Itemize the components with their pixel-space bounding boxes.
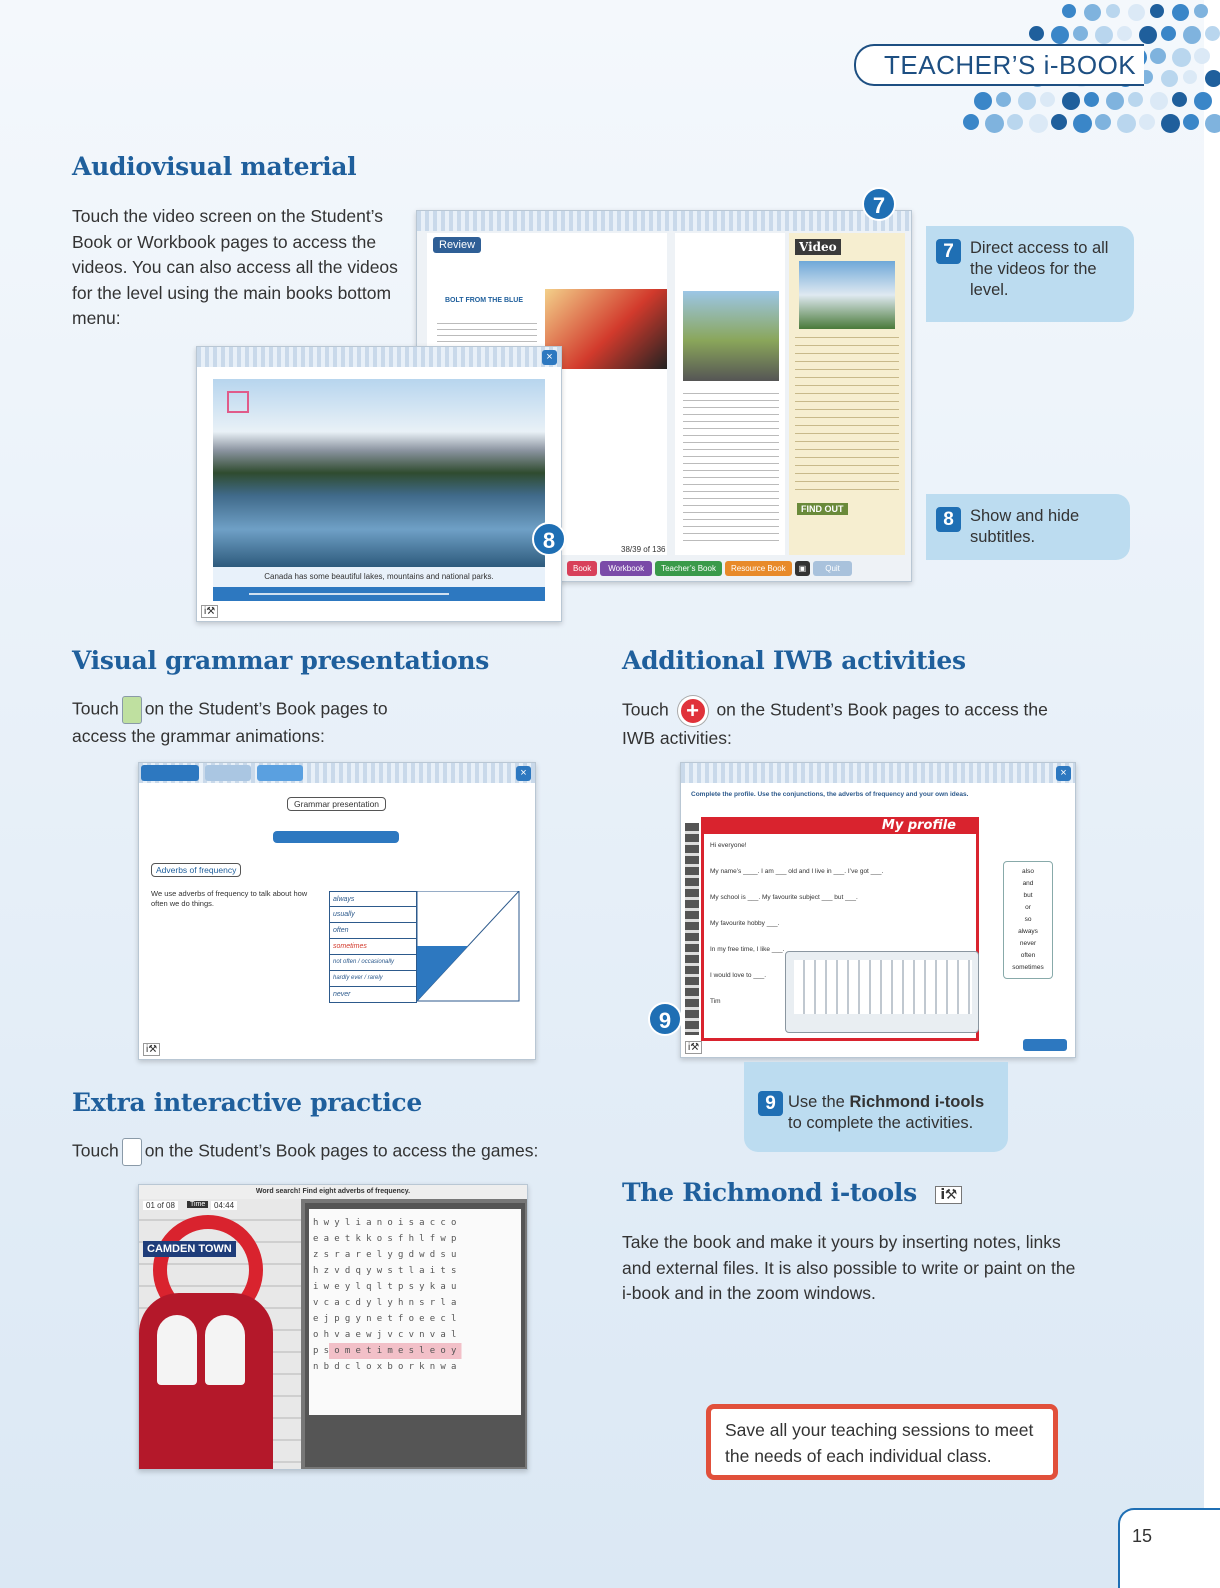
page-edge — [1204, 0, 1220, 1588]
header-dot — [1139, 114, 1155, 130]
iwb-toolbar — [681, 763, 1075, 783]
word-bank-item[interactable]: and — [1022, 880, 1034, 887]
header-dot — [1106, 4, 1120, 18]
section-title-audiovisual: Audiovisual material — [72, 152, 357, 181]
header-dot — [996, 92, 1011, 107]
callout-7-text: Direct access to all the videos for the level. — [970, 239, 1109, 299]
video-progress-track[interactable] — [249, 593, 449, 595]
header-dot — [1183, 114, 1199, 130]
keyboard-keys[interactable] — [794, 960, 972, 1014]
i-tools-icon[interactable]: i⚒ — [685, 1041, 702, 1054]
word-bank-item[interactable]: also — [1022, 868, 1034, 875]
book-middle-page — [675, 233, 785, 555]
adverb-item: not often / occasionally — [329, 955, 417, 971]
word-bank — [1003, 861, 1053, 979]
header-dot — [1161, 114, 1180, 133]
header-dot — [985, 114, 1004, 133]
header-dot — [1095, 26, 1113, 44]
profile-signoff: Tim — [710, 998, 721, 1005]
word-bank-item[interactable]: always — [1018, 928, 1038, 935]
train-window — [205, 1315, 245, 1385]
header-dot — [1128, 92, 1143, 107]
header-dot — [1150, 92, 1168, 110]
marker-9: 9 — [648, 1002, 682, 1036]
i-tools-icon[interactable]: i⚒ — [201, 605, 218, 618]
book-bottom-menu — [567, 561, 852, 576]
grid-row[interactable]: ejpgynetfoeecl — [313, 1314, 462, 1324]
grid-row[interactable]: eaetkkosfhlfwp — [313, 1234, 462, 1244]
header-dot — [1205, 114, 1220, 133]
grammar-panel-label: Adverbs of frequency — [151, 863, 241, 877]
itools-text: Take the book and make it yours by inserting notes, links and external files. It is also possible to write or paint on the i-book and in the zoom windows. — [622, 1232, 1076, 1303]
header-dot — [1128, 4, 1145, 21]
profile-line: My favourite hobby ___. — [710, 920, 780, 927]
header-dot — [1194, 4, 1208, 18]
header-dot — [1172, 92, 1187, 107]
section-title-extra: Extra interactive practice — [72, 1088, 422, 1117]
grammar-tab-1[interactable] — [205, 765, 251, 781]
book-toolbar — [417, 211, 911, 231]
header-dot — [1172, 4, 1189, 21]
word-bank-item[interactable]: so — [1024, 916, 1032, 923]
header-dot — [1150, 48, 1166, 64]
profile-line: I would love to ___. — [710, 972, 767, 979]
page-counter: 38/39 of 136 — [621, 545, 666, 554]
marker-8: 8 — [532, 522, 566, 556]
grammar-text — [72, 696, 432, 750]
header-dot — [1084, 92, 1099, 107]
close-icon[interactable]: × — [542, 350, 557, 365]
menu-resource-book[interactable]: Resource Book — [725, 561, 792, 576]
profile-line: In my free time, I like ___. — [710, 946, 785, 953]
header-dot — [1161, 70, 1178, 87]
header-dot — [1183, 26, 1201, 44]
close-icon[interactable]: × — [1056, 766, 1071, 781]
header-dot — [1150, 4, 1164, 18]
marker-7: 7 — [862, 187, 896, 221]
itools-title-text: The Richmond i-tools — [622, 1178, 917, 1207]
iwb-text — [622, 696, 1072, 752]
grid-row-highlight[interactable]: psometimesleoy — [313, 1343, 511, 1359]
profile-line: My school is ___. My favourite subject ___ but ___. — [710, 894, 858, 901]
menu-quit[interactable]: Quit — [813, 561, 852, 576]
callout-8-text: Show and hide subtitles. — [970, 507, 1080, 546]
grid-row[interactable]: vcacdylyhnsrla — [313, 1298, 462, 1308]
header-dot — [1051, 26, 1069, 44]
grid-row[interactable]: nbdcloxborknwa — [313, 1362, 462, 1372]
grid-row[interactable]: hwylianoisacco — [313, 1218, 462, 1228]
adverb-list — [329, 891, 417, 1003]
callout-9-text-bold: Richmond i-tools — [849, 1093, 985, 1111]
page-number: 15 — [1118, 1508, 1220, 1588]
header-dot — [1161, 26, 1176, 41]
callout-9-text-a: Use the — [788, 1093, 850, 1111]
grid-row[interactable]: iweylqltpsykau — [313, 1282, 462, 1292]
audiovisual-text: Touch the video screen on the Student’s Book or Workbook pages to access the videos. You can also access all the videos for the level using the main books bottom menu: — [72, 206, 398, 328]
book-right-page — [789, 233, 905, 555]
section-title-grammar: Visual grammar presentations — [72, 646, 489, 675]
game-touch-icon — [122, 1138, 142, 1166]
header-dot — [1062, 92, 1080, 110]
header-dot — [1095, 114, 1111, 130]
word-bank-item[interactable]: often — [1020, 952, 1036, 959]
review-tab: Review — [433, 237, 481, 253]
header-dot — [1205, 26, 1220, 41]
callout-7 — [926, 226, 1134, 322]
callout-9 — [744, 1062, 1008, 1152]
runners-photo — [683, 291, 779, 381]
iwb-text-touch: Touch — [622, 699, 669, 720]
i-tools-sidebar[interactable] — [685, 823, 699, 1035]
time-value: 04:44 — [211, 1201, 237, 1210]
header-dot — [1183, 70, 1197, 84]
video-player-screenshot[interactable] — [196, 346, 562, 622]
header-dot — [1007, 114, 1023, 130]
grammar-nav-buttons[interactable] — [141, 765, 199, 781]
header-dot — [1139, 26, 1157, 44]
iwb-instruction: Complete the profile. Use the conjunctions, the adverbs of frequency and your own ideas. — [691, 791, 969, 798]
menu-workbook[interactable]: Workbook — [600, 561, 652, 576]
tube-train — [139, 1293, 273, 1470]
callout-7-number: 7 — [936, 239, 961, 264]
callout-9-number: 9 — [758, 1091, 783, 1116]
frequency-triangle-diagram — [417, 891, 521, 1003]
extra-text-rest: on the Student’s Book pages to access the games: — [144, 1140, 539, 1161]
save-note-box: Save all your teaching sessions to meet the needs of each individual class. — [706, 1404, 1058, 1480]
header-dot — [963, 114, 979, 130]
header-dot — [1018, 92, 1036, 110]
video-thumbnail[interactable] — [799, 261, 895, 329]
i-tools-icon[interactable]: i⚒ — [143, 1043, 160, 1056]
restart-button[interactable] — [1023, 1039, 1067, 1051]
close-icon[interactable]: × — [516, 766, 531, 781]
profile-line: Hi everyone! — [710, 842, 747, 849]
station-name: CAMDEN TOWN — [143, 1241, 236, 1257]
menu-teachers-book[interactable]: Teacher’s Book — [655, 561, 722, 576]
grid-row[interactable]: ohvaewjvcvnval — [313, 1330, 462, 1340]
profile-title: My profile — [881, 818, 956, 833]
grammar-text-rest: on the Student’s Book pages to access the grammar animations: — [72, 698, 388, 746]
article-heading: BOLT FROM THE BLUE — [445, 297, 524, 304]
find-out-label: FIND OUT — [797, 503, 848, 515]
i-tools-icon: i⚒ — [935, 1186, 962, 1204]
header-dot — [1172, 48, 1191, 67]
word-bank-item[interactable]: or — [1025, 904, 1031, 911]
game-screenshot[interactable] — [138, 1184, 528, 1470]
word-search-grid[interactable] — [307, 1209, 517, 1409]
word-bank-item[interactable]: sometimes — [1012, 964, 1044, 971]
grammar-tab-2[interactable] — [257, 765, 303, 781]
grammar-text-touch: Touch — [72, 698, 119, 719]
section-title-iwb: Additional IWB activities — [622, 646, 966, 675]
header-dot — [1029, 26, 1044, 41]
grammar-player-bar[interactable] — [273, 831, 399, 843]
film-icon[interactable]: ▣ — [795, 561, 811, 576]
profile-line: My name’s ____. I am ___ old and I live in ___. I’ve got ___. — [710, 868, 884, 875]
adverb-item: hardly ever / rarely — [329, 971, 417, 987]
header-dot — [974, 92, 992, 110]
header-dot — [1051, 114, 1067, 130]
header-dot — [1084, 4, 1101, 21]
callout-8 — [926, 494, 1130, 560]
extra-text — [72, 1138, 572, 1166]
grammar-panel-title: Grammar presentation — [287, 797, 386, 811]
train-window — [157, 1315, 197, 1385]
header-dot — [1040, 92, 1055, 107]
video-controls[interactable] — [213, 587, 545, 601]
grammar-screenshot[interactable] — [138, 762, 536, 1060]
header-dot — [1106, 92, 1124, 110]
header-dot — [1029, 114, 1048, 133]
middle-text-lines — [683, 393, 779, 543]
adverb-item-highlight: sometimes — [329, 939, 417, 955]
word-bank-item[interactable]: never — [1019, 940, 1037, 947]
video-frame-lake[interactable] — [213, 379, 545, 567]
video-logo — [227, 391, 249, 413]
adverb-item: always — [329, 891, 417, 907]
header-dot — [1117, 26, 1132, 41]
grammar-panel-desc: We use adverbs of frequency to talk about how often we do things. — [151, 889, 308, 908]
game-header: Word search! Find eight adverbs of frequency. — [139, 1185, 527, 1199]
header-dot — [1117, 114, 1136, 133]
extra-text-touch: Touch — [72, 1140, 119, 1161]
video-player-toolbar — [197, 347, 561, 367]
header-dot — [1205, 70, 1220, 87]
header-dot — [1073, 114, 1092, 133]
word-bank-item[interactable]: but — [1023, 892, 1033, 899]
word-counter: 01 of 08 — [143, 1201, 178, 1210]
iwb-screenshot[interactable] — [680, 762, 1076, 1058]
iwb-text-rest: on the Student’s Book pages to access the IWB activities: — [622, 699, 1048, 748]
adverb-item: never — [329, 987, 417, 1003]
callout-9-text-b: to complete the activities. — [788, 1114, 974, 1132]
grammar-touch-icon — [122, 696, 142, 724]
right-text-lines — [795, 337, 899, 497]
section-title-itools — [622, 1178, 962, 1207]
athlete-photo — [545, 289, 667, 369]
adverb-item: usually — [329, 907, 417, 923]
header-dot — [1062, 4, 1076, 18]
grid-row[interactable]: zsrarelygdwdsu — [313, 1250, 462, 1260]
header-badge: TEACHER’S i-BOOK — [854, 44, 1144, 86]
callout-8-number: 8 — [936, 507, 961, 532]
header-dot — [1073, 26, 1088, 41]
iwb-plus-icon: + — [678, 696, 708, 726]
time-label: Time — [187, 1201, 208, 1208]
grid-row[interactable]: hzvdqywstlaits — [313, 1266, 462, 1276]
menu-book[interactable]: Book — [567, 561, 597, 576]
adverb-item: often — [329, 923, 417, 939]
header-dot — [1194, 48, 1210, 64]
on-screen-keyboard[interactable] — [785, 951, 979, 1033]
video-label: Video — [795, 239, 841, 255]
header-dot — [1194, 92, 1212, 110]
video-subtitle: Canada has some beautiful lakes, mountains and national parks. — [213, 567, 545, 587]
